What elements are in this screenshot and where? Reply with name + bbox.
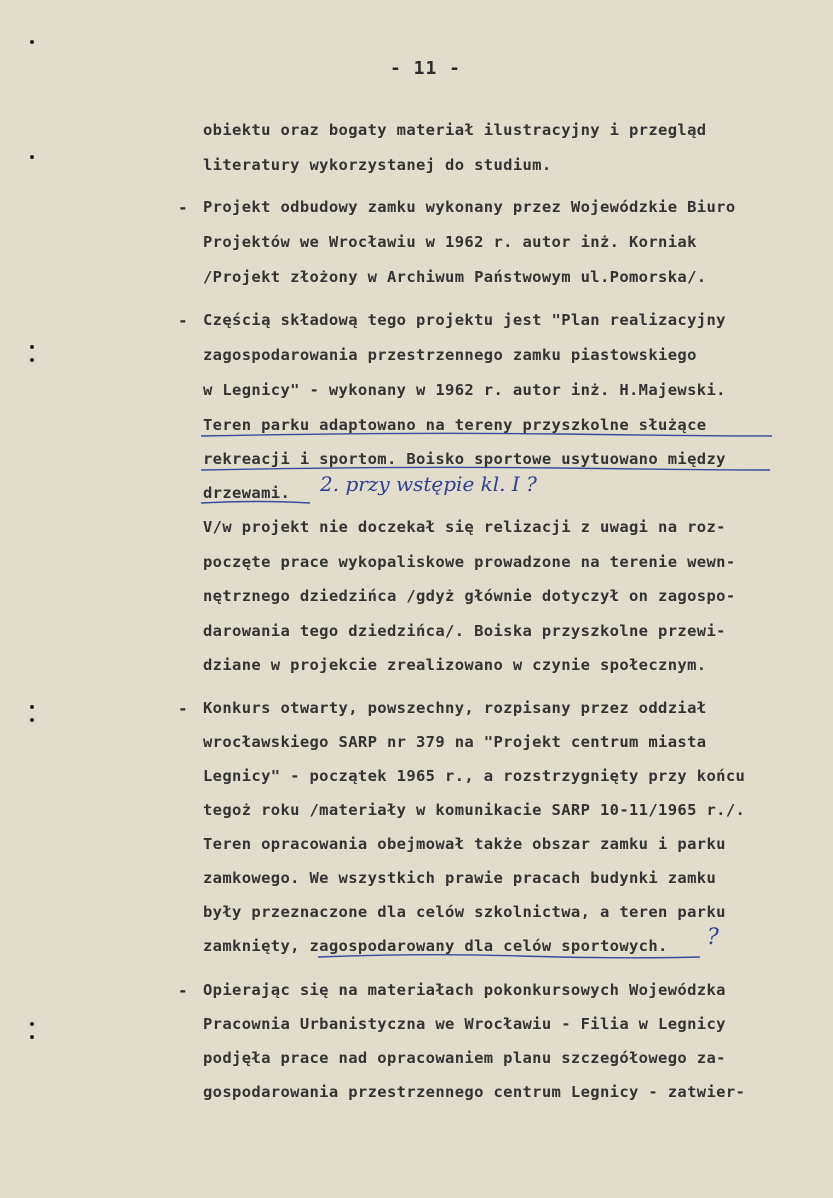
text-line: Projekt odbudowy zamku wykonany przez Wojewódzkie Biuro [203,198,736,216]
text-line: zagospodarowania przestrzennego zamku piastowskiego [203,346,697,364]
text-line: zamkowego. We wszystkich prawie pracach budynki zamku [203,869,717,887]
text-line: w Legnicy" - wykonany w 1962 r. autor inż. H.Majewski. [203,381,726,399]
text-line: zamknięty, zagospodarowany dla celów sportowych. [203,937,668,955]
handwritten-note: 2. przy wstępie kl. I ? [320,472,537,496]
text-line: nętrznego dziedzińca /gdyż głównie dotyczył on zagospo- [203,587,736,605]
list-dash: - [178,198,188,217]
handwritten-question-mark: ? [707,925,719,950]
list-dash: - [178,981,188,1000]
pen-underline [318,955,700,958]
page-number: - 11 - [390,58,462,79]
text-line: Teren opracowania obejmował także obszar zamku i parku [203,835,726,853]
text-line: dziane w projekcie zrealizowano w czynie społecznym. [203,656,707,674]
text-line: V/w projekt nie doczekał się relizacji z uwagi na roz- [203,518,726,536]
text-line: wrocławskiego SARP nr 379 na "Projekt centrum miasta [203,733,707,751]
text-line: Opierając się na materiałach pokonkursowych Wojewódzka [203,981,726,999]
text-line: Konkurs otwarty, powszechny, rozpisany przez oddział [203,699,707,717]
text-line: darowania tego dziedzińca/. Boiska przyszkolne przewi- [203,622,726,640]
text-line: Teren parku adaptowano na tereny przyszkolne służące [203,416,707,434]
pen-underline [201,467,770,470]
text-line: Projektów we Wrocławiu w 1962 r. autor inż. Korniak [203,233,697,251]
text-line: literatury wykorzystanej do studium. [203,156,552,174]
text-line: /Projekt złożony w Archiwum Państwowym ul.Pomorska/. [203,268,707,286]
text-line: rekreacji i sportom. Boisko sportowe usytuowano między [203,450,726,468]
text-line: podjęła prace nad opracowaniem planu szczegółowego za- [203,1049,726,1067]
text-line: gospodarowania przestrzennego centrum Legnicy - zatwier- [203,1083,746,1101]
text-line: obiektu oraz bogaty materiał ilustracyjny i przegląd [203,121,707,139]
text-line: Częścią składową tego projektu jest "Plan realizacyjny [203,311,726,329]
text-line: były przeznaczone dla celów szkolnictwa, a teren parku [203,903,726,921]
text-line: drzewami. [203,484,291,502]
text-line: Legnicy" - początek 1965 r., a rozstrzygnięty przy końcu [203,767,746,785]
pen-underline [201,433,772,436]
list-dash: - [178,699,188,718]
pen-underline [201,502,310,504]
text-line: poczęte prace wykopaliskowe prowadzone na terenie wewn- [203,553,736,571]
list-dash: - [178,311,188,330]
text-line: tegoż roku /materiały w komunikacie SARP 10-11/1965 r./. [203,801,746,819]
text-line: Pracownia Urbanistyczna we Wrocławiu - Filia w Legnicy [203,1015,726,1033]
